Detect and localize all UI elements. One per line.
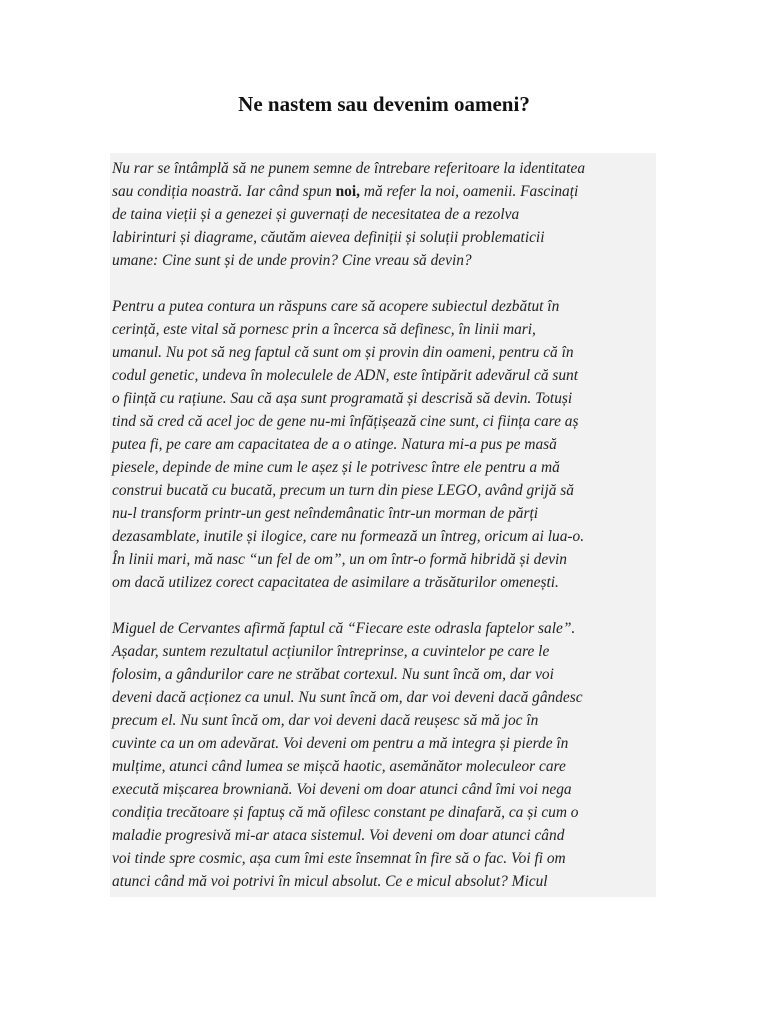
page-title: Ne nastem sau devenim oameni? (238, 92, 530, 116)
text-line: cuvinte ca un om adevărat. Voi deveni om pentru a mă integra și pierde în (112, 735, 569, 752)
text-line: mulțime, atunci când lumea se mișcă haotic, asemănător moleculeor care (112, 758, 566, 775)
text-line: construi bucată cu bucată, precum un turn din piese LEGO, având grijă să (112, 482, 574, 499)
bold-word: noi, (335, 183, 360, 200)
text-line: execută mișcarea browniană. Voi deveni om doar atunci când îmi voi nega (112, 781, 572, 798)
text-line: cerință, este vital să pornesc prin a încerca să definesc, în linii mari, (112, 321, 536, 338)
text-line: condiția trecătoare și faptuș că mă ofilesc constant pe dinafară, ca și cum o (112, 804, 579, 821)
text-line: Pentru a putea contura un răspuns care să acopere subiectul dezbătut în (112, 298, 560, 315)
text-line: codul genetic, undeva în moleculele de ADN, este întipărit adevărul că sunt (112, 367, 579, 384)
text-line: om dacă utilizez corect capacitatea de asimilare a trăsăturilor omenești. (112, 574, 559, 591)
text-line: de taina vieții și a genezei și guvernați de necesitatea de a rezolva (112, 206, 520, 223)
text-line: o ființă cu rațiune. Sau că așa sunt programată și descrisă să devin. Totuși (112, 390, 573, 407)
text-block (110, 153, 656, 897)
text-line: umane: Cine sunt și de unde provin? Cine vreau să devin? (112, 252, 472, 269)
text-line: În linii mari, mă nasc “un fel de om”, un om într-o formă hibridă și devin (112, 551, 567, 568)
text-line: dezasamblate, inutile și ilogice, care nu formează un întreg, oricum ai lua-o. (112, 528, 585, 545)
paragraph-3 (110, 617, 656, 893)
text-segment: mă refer la noi, oamenii. Fascinați (360, 183, 579, 200)
paragraph-1 (110, 157, 656, 272)
text-line: Așadar, suntem rezultatul acțiunilor întreprinse, a cuvintelor pe care le (112, 643, 550, 660)
text-line: putea fi, pe care am capacitatea de a o atinge. Natura mi-a pus pe masă (112, 436, 557, 453)
text-line: Nu rar se întâmplă să ne punem semne de întrebare referitoare la identitatea (112, 160, 586, 177)
text-line: deveni dacă acționez ca unul. Nu sunt încă om, dar voi deveni dacă gândesc (112, 689, 583, 706)
paragraph-2 (110, 295, 656, 594)
text-line: labirinturi și diagrame, căutăm aievea definiții și soluții problematicii (112, 229, 545, 246)
text-line: maladie progresivă mi-ar ataca sistemul. Voi deveni om doar atunci când (112, 827, 565, 844)
text-line: precum el. Nu sunt încă om, dar voi deveni dacă reușesc să mă joc în (112, 712, 539, 729)
text-line: atunci când mă voi potrivi în micul absolut. Ce e micul absolut? Micul (112, 873, 548, 890)
text-line (112, 180, 656, 203)
text-line: nu-l transform printr-un gest neîndemânatic într-un morman de părți (112, 505, 539, 522)
text-line: voi tinde spre cosmic, așa cum îmi este însemnat în fire să o fac. Voi fi om (112, 850, 566, 867)
text-line: umanul. Nu pot să neg faptul că sunt om și provin din oameni, pentru că în (112, 344, 574, 361)
text-line: Miguel de Cervantes afirmă faptul că “Fiecare este odrasla faptelor sale”. (112, 620, 576, 637)
text-segment: sau condiția noastră. Iar când spun (112, 183, 332, 200)
text-line: folosim, a gândurilor care ne străbat cortexul. Nu sunt încă om, dar voi (112, 666, 554, 683)
text-line: piesele, depinde de mine cum le așez și le potrivesc între ele pentru a mă (112, 459, 560, 476)
text-line: tind să cred că acel joc de gene nu-mi înfățișează cine sunt, ci ființa care aș (112, 413, 579, 430)
